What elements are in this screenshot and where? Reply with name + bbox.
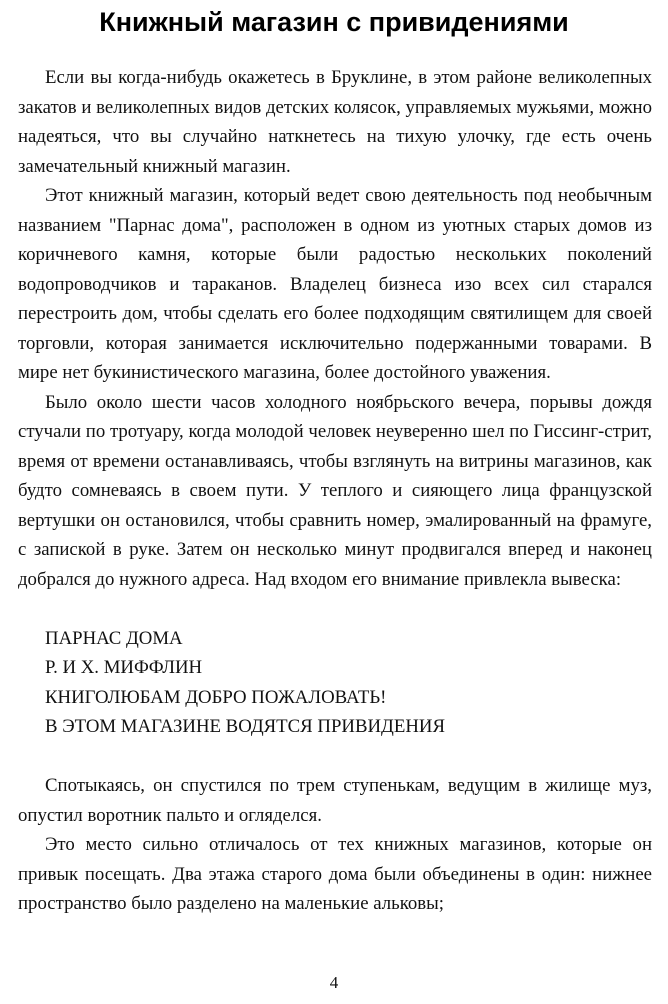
sign-line: В ЭТОМ МАГАЗИНЕ ВОДЯТСЯ ПРИВИДЕНИЯ <box>45 716 445 737</box>
paragraph: Если вы когда-нибудь окажетесь в Бруклине, в этом районе великолепных закатов и великолепных видов детских колясок, управляемых мужьями, можно надеяться, что вы случайно наткнетесь на тихую улочку, где есть очень замечательный книжный магазин. <box>18 67 652 177</box>
paragraph: Было около шести часов холодного ноябрьского вечера, порывы дождя стучали по тротуару, когда молодой человек неуверенно шел по Гиссинг-стрит, время от времени останавливаясь, чтобы взглянуть на витрины магазинов, как будто сомневаясь в своем пути. У теплого и сияющего лица французской вертушки он остановился, чтобы сравнить номер, эмалированный на фрамуге, с запиской в руке. Затем он несколько минут продвигался вперед и наконец добрался до нужного адреса. Над входом его внимание привлекла вывеска: <box>18 391 652 590</box>
shop-sign-text <box>18 624 652 742</box>
paragraph: Это место сильно отличалось от тех книжных магазинов, которые он привык посещать. Два этажа старого дома были объединены в один: нижнее пространство было разделено на маленькие альковы; <box>18 834 652 914</box>
sign-line: КНИГОЛЮБАМ ДОБРО ПОЖАЛОВАТЬ! <box>45 686 387 708</box>
sign-line: ПАРНАС ДОМА <box>45 627 183 649</box>
body-text <box>18 63 652 919</box>
chapter-title: Книжный магазин с привидениями <box>99 7 569 37</box>
sign-line: Р. И Х. МИФФЛИН <box>45 657 203 678</box>
paragraph: Спотыкаясь, он спустился по трем ступенькам, ведущим в жилище муз, опустил воротник пальто и огляделся. <box>18 775 652 826</box>
page-number: 4 <box>329 973 339 992</box>
paragraph: Этот книжный магазин, который ведет свою деятельность под необычным названием "Парнас дома", расположен в одном из уютных старых домов из коричневого камня, которые были радостью нескольких поколений водопроводчиков и тараканов. Владелец бизнеса изо всех сил старался перестроить дом, чтобы сделать его более подходящим святилищем для своей торговли, которая занимается исключительно подержанными товарами. В мире нет букинистического магазина, более достойного уважения. <box>18 185 652 383</box>
